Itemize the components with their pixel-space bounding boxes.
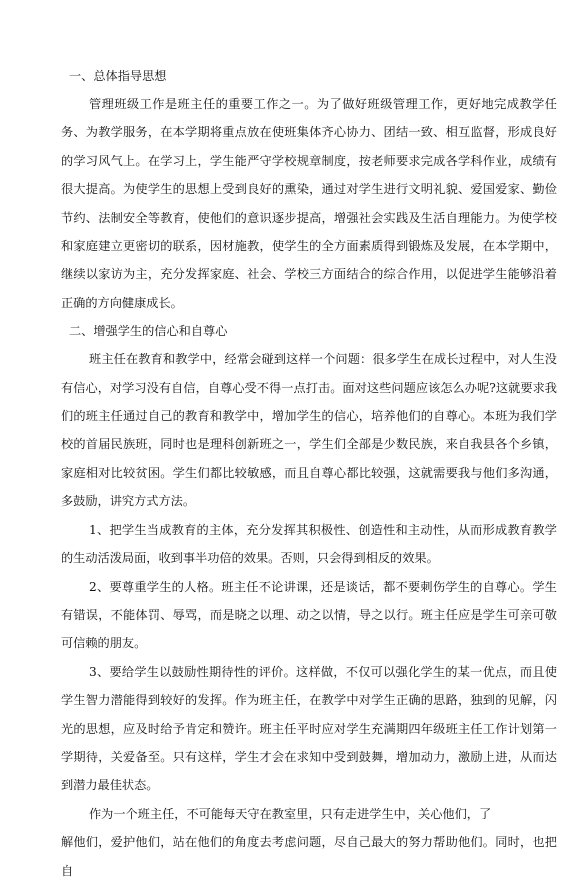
paragraph-2: 班主任在教育和教学中，经常会碰到这样一个问题：很多学生在成长过程中，对人生没有信心，对学习没有自信，自尊心受不得一点打击。面对这些问题应该怎么办呢?这就要求我们的班主任通过自己的教育和教学中，增加学生的信心，培养他们的自尊心。本班为我们学校的首届民族班，同时也是理科创新班之一，学生们全部是少数民族，来自我县各个乡镇，家庭相对比较贫困。学生们都比较敏感，而且自尊心都比较强，这就需要我与他们多沟通，多鼓励，讲究方式方法。	[61, 352, 557, 509]
paragraph-4: 2、要尊重学生的人格。班主任不论讲课，还是谈话，都不要刺伤学生的自尊心。学生有错误，不能体罚、辱骂，而是晓之以理、动之以情，导之以行。班主任应是学生可亲可敬可信赖的朋友。	[61, 579, 557, 651]
document-body	[61, 62, 557, 885]
section-heading-2: 二、增强学生的信心和自尊心	[69, 324, 228, 339]
paragraph-1: 管理班级工作是班主任的重要工作之一。为了做好班级管理工作，更好地完成教学任务、为教学服务，在本学期将重点放在使班集体齐心协力、团结一致、相互监督，形成良好的学习风气上。在学习上，学生能严守学校规章制度，按老师要求完成各学科作业，成绩有很大提高。为使学生的思想上受到良好的熏染，通过对学生进行文明礼貌、爱国爱家、勤俭节约、法制安全等教育，使他们的意识逐步提高，增强社会实践及生活自理能力。为使学校和家庭建立更密切的联系，因材施教，使学生的全方面素质得到锻炼及发展，在本学期中，继续以家访为主，充分发挥家庭、社会、学校三方面结合的综合作用，以促进学生能够沿着正确的方向健康成长。	[61, 97, 557, 310]
paragraph-3: 1、把学生当成教育的主体，充分发挥其积极性、创造性和主动性，从而形成教育教学的生动活泼局面，收到事半功倍的效果。否则，只会得到相反的效果。	[61, 522, 557, 566]
paragraph-7: 解他们，爱护他们，站在他们的角度去考虑问题，尽自己最大的努力帮助他们。同时，也把自	[61, 835, 557, 878]
section-heading-1: 一、总体指导思想	[69, 69, 167, 83]
paragraph-5: 3、要给学生以鼓励性期待性的评价。这样做，不仅可以强化学生的某一优点，而且使学生智力潜能得到较好的发挥。作为班主任，在教学中对学生正确的思路，独到的见解，闪光的思想，应及时给予肯定和赞许。班主任平时应对学生充满期四年级班主任工作计划第一学期待，关爱备至。只有这样，学生才会在求知中受到鼓舞，增加动力，激励上进，从而达到潜力最佳状态。	[61, 664, 557, 793]
paragraph-6: 作为一个班主任，不可能每天守在教室里，只有走进学生中，关心他们，了	[89, 806, 492, 821]
